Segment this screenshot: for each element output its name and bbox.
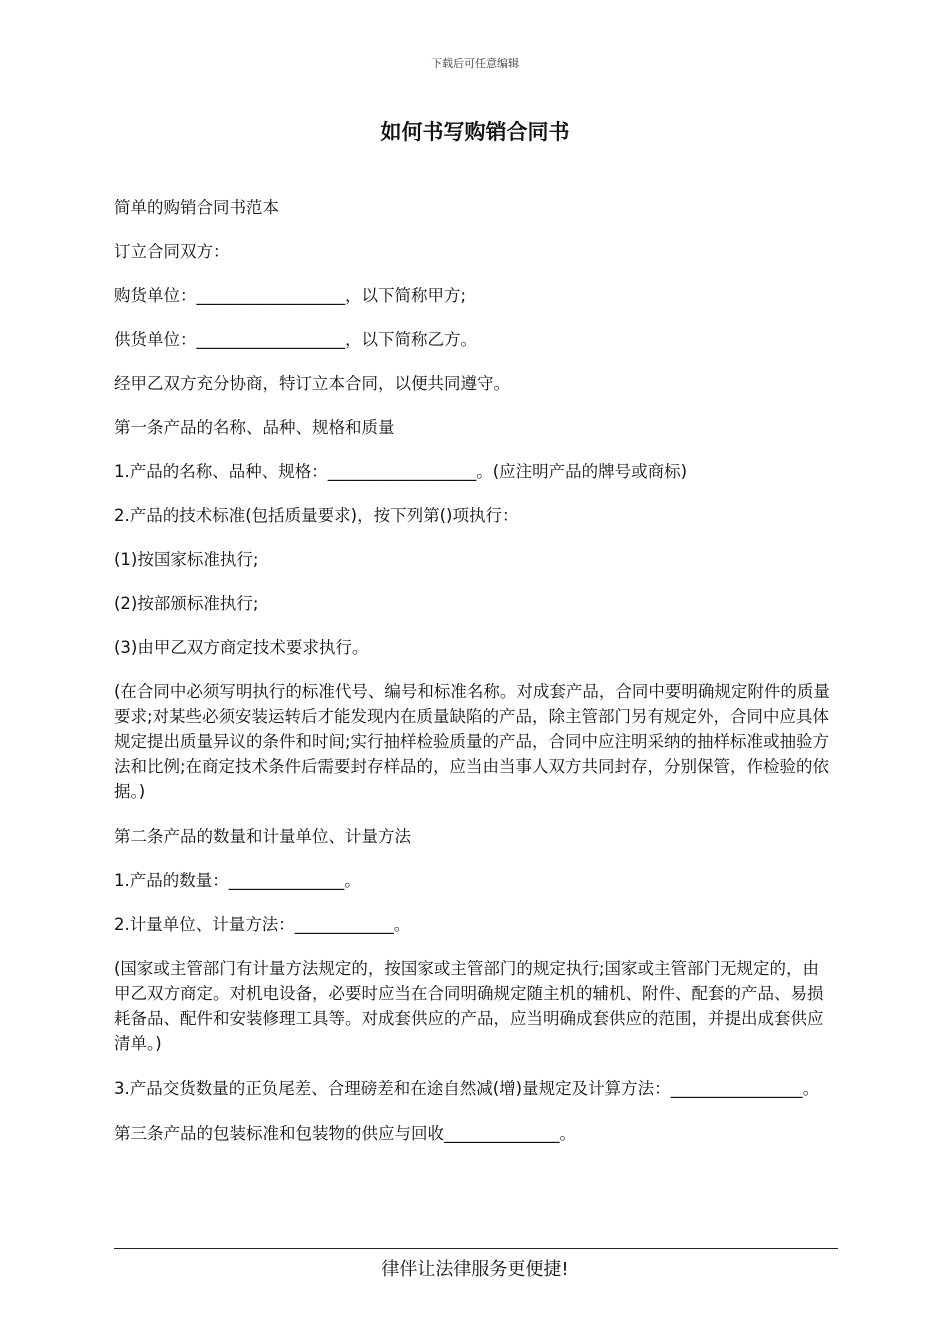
paragraph-parties: 订立合同双方： (114, 242, 230, 261)
article-1-item-2: 2.产品的技术标准(包括质量要求)，按下列第()项执行： (114, 506, 519, 525)
article-2-item-3: 3.产品交货数量的正负尾差、合理磅差和在途自然减(增)量规定及计算方法：________________。 (114, 1079, 820, 1098)
article-1-item-1: 1.产品的名称、品种、规格：__________________。(应注明产品的牌号或商标) (114, 462, 688, 481)
paragraph-intro: 简单的购销合同书范本 (114, 198, 279, 217)
article-2-heading: 第二条产品的数量和计量单位、计量方法 (114, 827, 411, 846)
article-3-heading: 第三条产品的包装标准和包装物的供应与回收______________。 (114, 1124, 576, 1143)
paragraph-seller: 供货单位：__________________，以下简称乙方。 (114, 330, 477, 349)
article-2-item-1: 1.产品的数量：______________。 (114, 871, 361, 890)
document-title: 如何书写购销合同书 (380, 120, 570, 144)
header-note: 下载后可任意编辑 (431, 57, 519, 70)
article-1-option-2: (2)按部颁标准执行; (114, 594, 259, 613)
article-1-heading: 第一条产品的名称、品种、规格和质量 (114, 418, 395, 437)
article-1-option-3: (3)由甲乙双方商定技术要求执行。 (114, 638, 369, 657)
article-1-note: (在合同中必须写明执行的标准代号、编号和标准名称。对成套产品，合同中要明确规定附件的质量要求;对某些必须安装运转后才能发现内在质量缺陷的产品，除主管部门另有规定外，合同中应具体规定提出质量异议的条件和时间;实行抽样检验质量的产品，合同中应注明采纳的抽样标准或抽验方法和比例;在商定技术条件后需要封存样品的，应当由当事人双方共同封存，分别保管，作检验的依据。) (114, 682, 830, 801)
footer-slogan: 律伴让法律服务更便捷! (381, 1259, 569, 1280)
article-1-option-1: (1)按国家标准执行; (114, 550, 259, 569)
article-2-note: (国家或主管部门有计量方法规定的，按国家或主管部门的规定执行;国家或主管部门无规定的，由甲乙双方商定。对机电设备，必要时应当在合同明确规定随主机的辅机、附件、配套的产品、易损耗备品、配件和安装修理工具等。对成套供应的产品，应当明确成套供应的范围，并提出成套供应清单。) (114, 959, 824, 1053)
paragraph-agreement: 经甲乙双方充分协商，特订立本合同，以便共同遵守。 (114, 374, 510, 393)
article-2-item-2: 2.计量单位、计量方法：____________。 (114, 915, 411, 934)
footer-divider (114, 1248, 838, 1249)
paragraph-buyer: 购货单位：__________________，以下简称甲方; (114, 286, 467, 305)
document-body (114, 195, 832, 1165)
